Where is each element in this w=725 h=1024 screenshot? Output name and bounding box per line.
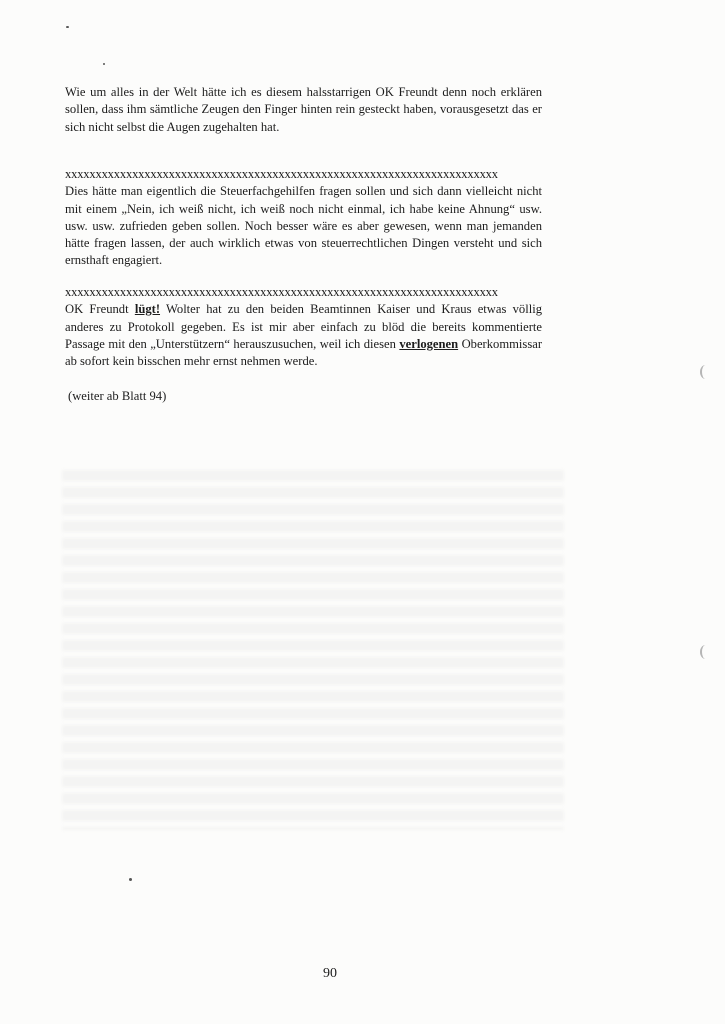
page-number: 90 <box>323 966 337 981</box>
separator-line: xxxxxxxxxxxxxxxxxxxxxxxxxxxxxxxxxxxxxxxxxxxxxxxxxxxxxxxxxxxxxxxxxxxxxxx <box>65 285 498 299</box>
punch-hole-mark <box>700 365 711 379</box>
emphasis-verlogenen: verlogenen <box>399 336 459 351</box>
punch-hole-mark <box>700 645 711 659</box>
scan-speck <box>129 878 132 881</box>
emphasis-luegt: lügt! <box>134 302 161 317</box>
paragraph-opening <box>65 84 542 136</box>
paragraph-opening-text: Wie um alles in der Welt hätte ich es diesem halsstarrigen OK Freundt denn noch erklären sollen, dass ihm sämtliche Zeugen den Finger hinten rein gesteckt haben, vorausgesetzt das er sich nicht selbst die Augen zugehalten hat. <box>65 85 542 134</box>
bleed-through-text <box>62 470 564 830</box>
paragraph-text-part2: Wolter hat zu den beiden Beamtinnen Kaiser und Kraus etwas völlig anderes zu Protokoll gegeben. Es ist mir aber einfach zu blöd die bereits kommentierte Passage mit den „Unterstützern“ herauszusuchen, weil ich diesen <box>65 302 542 351</box>
continued-note: (weiter ab Blatt 94) <box>68 389 167 403</box>
paragraph-tax-assistants <box>65 166 542 270</box>
paragraph-text-part1: OK Freundt <box>65 302 135 317</box>
separator-line: xxxxxxxxxxxxxxxxxxxxxxxxxxxxxxxxxxxxxxxxxxxxxxxxxxxxxxxxxxxxxxxxxxxxxxx <box>65 167 498 181</box>
paragraph-freundt-lies <box>65 284 542 370</box>
paragraph-tax-assistants-text: Dies hätte man eigentlich die Steuerfachgehilfen fragen sollen und sich dann vielleicht nicht mit einem „Nein, ich weiß nicht, ich weiß noch nicht einmal, ich habe keine Ahnung“ usw. usw. usw. zufrieden geben sollen. Noch besser wäre es aber gewesen, wenn man jemanden hätte fragen lassen, der auch wirklich etwas von steuerrechtlichen Dingen versteht und sich ernsthaft engagiert. <box>65 184 542 268</box>
scan-speck <box>103 63 105 65</box>
scan-speck <box>66 26 69 28</box>
paragraph-text-part3: Oberkommissar ab sofort kein bisschen mehr ernst nehmen werde. <box>65 336 543 369</box>
